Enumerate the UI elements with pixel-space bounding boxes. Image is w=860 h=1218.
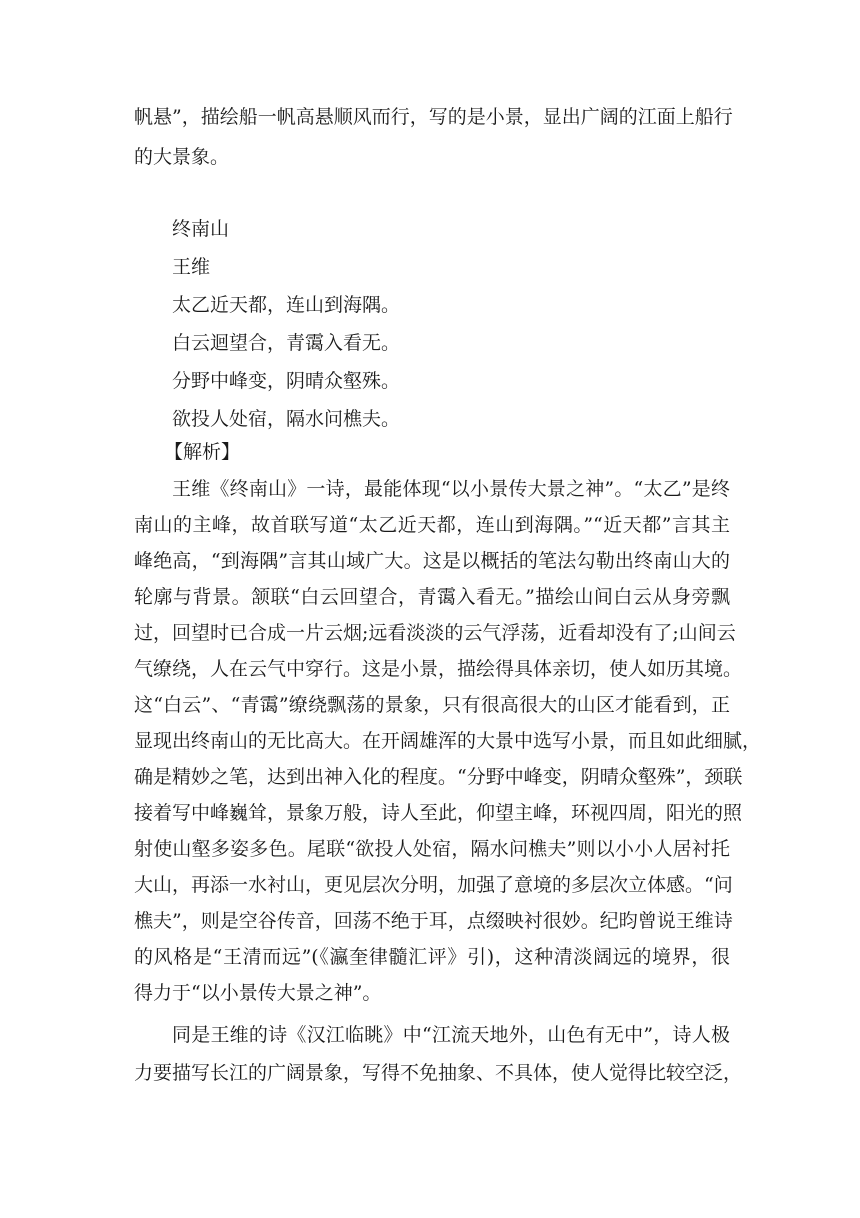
analysis-line-4: 轮廓与背景。颔联“白云回望合，青霭入看无。”描绘山间白云从身旁飘 — [134, 586, 730, 608]
analysis-line-14: 的风格是“王清而远”(《瀛奎律髓汇评》引)，这种清淡阔远的境界，很 — [134, 946, 730, 968]
poem-line-1: 太乙近天都，连山到海隅。 — [172, 294, 401, 316]
closing-line-1: 同是王维的诗《汉江临眺》中“江流天地外，山色有无中”，诗人极 — [172, 1024, 730, 1046]
poem-title: 终南山 — [172, 218, 230, 240]
analysis-heading: 【解析】 — [164, 441, 241, 463]
analysis-line-8: 显现出终南山的无比高大。在开阔雄浑的大景中选写小景，而且如此细腻， — [134, 730, 762, 752]
analysis-line-15: 得力于“以小景传大景之神”。 — [134, 982, 382, 1004]
poem-line-4: 欲投人处宿，隔水问樵夫。 — [172, 408, 401, 430]
closing-line-2: 力要描写长江的广阔景象，写得不免抽象、不具体，使人觉得比较空泛， — [134, 1062, 743, 1084]
intro-line-1: 帆悬”，描绘船一帆高悬顺风而行，写的是小景，显出广阔的江面上船行 — [134, 106, 733, 128]
poem-line-3: 分野中峰变，阴晴众壑殊。 — [172, 370, 401, 392]
analysis-line-3: 峰绝高，“到海隅”言其山域广大。这是以概括的笔法勾勒出终南山大的 — [134, 550, 730, 572]
intro-line-2: 的大景象。 — [134, 146, 230, 168]
analysis-line-2: 南山的主峰，故首联写道“太乙近天都，连山到海隅。”“近天都”言其主 — [134, 514, 730, 536]
analysis-line-1: 王维《终南山》一诗，最能体现“以小景传大景之神”。“太乙”是终 — [172, 478, 730, 500]
poem-author: 王维 — [172, 256, 211, 278]
analysis-line-5: 过，回望时已合成一片云烟;远看淡淡的云气浮荡，近看却没有了;山间云 — [134, 622, 736, 644]
analysis-line-9: 确是精妙之笔，达到出神入化的程度。“分野中峰变，阴晴众壑殊”，颈联 — [134, 766, 743, 788]
analysis-line-7: 这“白云”、“青霭”缭绕飘荡的景象，只有很高很大的山区才能看到，正 — [134, 694, 730, 716]
analysis-line-13: 樵夫”，则是空谷传音，回荡不绝于耳，点缀映衬很妙。纪昀曾说王维诗 — [134, 910, 733, 932]
analysis-line-11: 射使山壑多姿多色。尾联“欲投人处宿，隔水问樵夫”则以小小人居衬托 — [134, 838, 730, 860]
poem-line-2: 白云迴望合，青霭入看无。 — [172, 332, 401, 354]
analysis-line-6: 气缭绕，人在云气中穿行。这是小景，描绘得具体亲切，使人如历其境。 — [134, 658, 743, 680]
analysis-line-12: 大山，再添一水衬山，更见层次分明，加强了意境的多层次立体感。“问 — [134, 874, 733, 896]
analysis-line-10: 接着写中峰巍耸，景象万般，诗人至此，仰望主峰，环视四周，阳光的照 — [134, 802, 743, 824]
